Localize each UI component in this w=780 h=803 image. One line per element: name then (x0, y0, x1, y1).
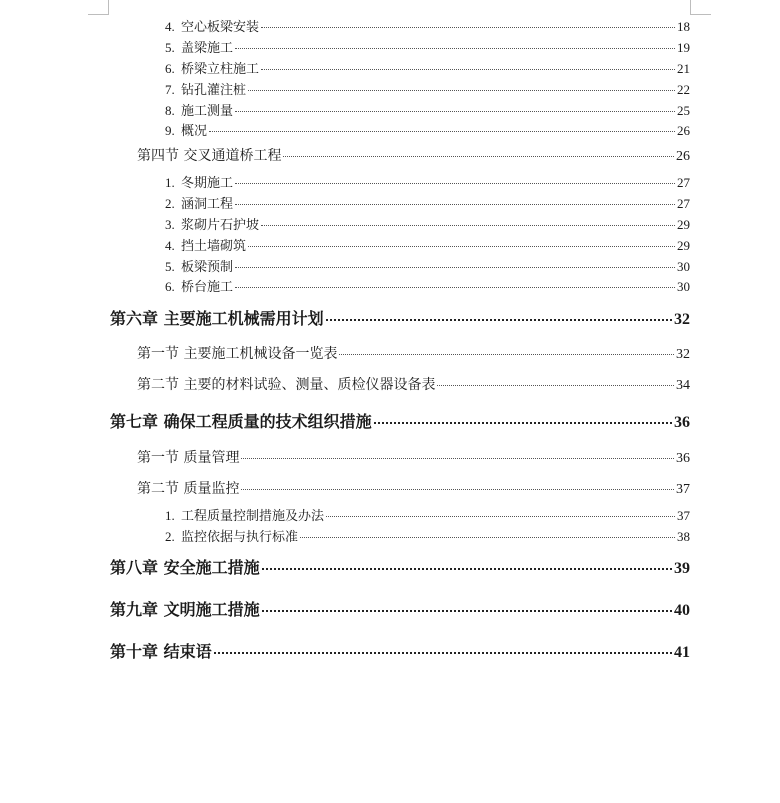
margin-mark-top-right (690, 0, 711, 15)
dot-leader (235, 267, 675, 268)
toc-entry-number: 1. (165, 508, 175, 523)
toc-entry-number: 9. (165, 123, 175, 138)
dot-leader (283, 156, 674, 157)
toc-entry-title: 第二节 质量监控 (137, 481, 240, 497)
toc-entry-number: 7. (165, 82, 175, 97)
toc-entry-section[interactable] (137, 145, 690, 165)
margin-mark-top-left (88, 0, 109, 15)
toc-entry-title: 第二节 主要的材料试验、测量、质检仪器设备表 (137, 377, 436, 393)
toc-entry-section[interactable] (137, 374, 690, 394)
toc-entry-title: 挡土墙砌筑 (181, 239, 247, 254)
toc-entry-title: 涵洞工程 (181, 197, 234, 212)
toc-entry[interactable] (165, 16, 690, 35)
toc-page-number: 29 (677, 238, 690, 253)
toc-entry-number: 2. (165, 529, 175, 544)
toc-entry[interactable] (165, 214, 690, 233)
toc-page-number: 37 (676, 482, 690, 497)
toc-page-number: 41 (674, 644, 690, 661)
toc-page-number: 21 (677, 61, 690, 76)
toc-entry-title: 概况 (181, 124, 208, 139)
dot-leader (248, 246, 675, 247)
toc-entry[interactable] (165, 172, 690, 191)
toc-entry-number: 1. (165, 175, 175, 190)
dot-leader (262, 610, 672, 612)
dot-leader (261, 27, 675, 28)
toc-entry[interactable] (165, 256, 690, 275)
toc-entry-title: 第十章 结束语 (110, 642, 212, 661)
toc-page-number: 25 (677, 103, 690, 118)
toc-entry-title: 钻孔灌注桩 (181, 83, 247, 98)
toc-page-number: 22 (677, 82, 690, 97)
toc-entry-title: 盖梁施工 (181, 41, 234, 56)
toc-entry[interactable] (165, 120, 690, 139)
toc-entry-section[interactable] (137, 447, 690, 467)
dot-leader (235, 287, 675, 288)
toc-entry-title: 第四节 交叉通道桥工程 (137, 148, 282, 164)
toc-entry-title: 板梁预制 (181, 260, 234, 275)
dot-leader (437, 385, 674, 386)
toc-entry-title: 第六章 主要施工机械需用计划 (110, 309, 324, 328)
toc-entry-title: 工程质量控制措施及办法 (181, 509, 325, 524)
toc-entry-title: 桥梁立柱施工 (181, 62, 260, 77)
toc-entry-number: 4. (165, 19, 175, 34)
toc-page-number: 38 (677, 529, 690, 544)
toc-entry-title: 第七章 确保工程质量的技术组织措施 (110, 412, 372, 431)
toc-entry[interactable] (165, 79, 690, 98)
toc-page-number: 34 (676, 378, 690, 393)
toc-entry-number: 5. (165, 259, 175, 274)
toc-entry-title: 第一节 主要施工机械设备一览表 (137, 346, 338, 362)
toc-entry-number: 4. (165, 238, 175, 253)
dot-leader (235, 183, 675, 184)
toc-page-number: 27 (677, 175, 690, 190)
toc-entry[interactable] (165, 276, 690, 295)
toc-entry-section[interactable] (137, 478, 690, 498)
toc-entry-chapter[interactable] (110, 597, 690, 620)
toc-entry-title: 施工测量 (181, 104, 234, 119)
toc-entry-title: 监控依据与执行标准 (181, 530, 299, 545)
toc-entry-title: 桥台施工 (181, 280, 234, 295)
dot-leader (374, 422, 672, 424)
toc-entry-title: 浆砌片石护坡 (181, 218, 260, 233)
toc-entry[interactable] (165, 193, 690, 212)
dot-leader (214, 652, 672, 654)
toc-entry[interactable] (165, 37, 690, 56)
dot-leader (241, 489, 674, 490)
toc-page-number: 39 (674, 560, 690, 577)
dot-leader (261, 225, 675, 226)
toc-page-number: 40 (674, 602, 690, 619)
toc-entry-number: 6. (165, 61, 175, 76)
toc-entry[interactable] (165, 526, 690, 545)
toc-entry-number: 5. (165, 40, 175, 55)
toc-entry-number: 6. (165, 279, 175, 294)
toc-page-number: 26 (677, 123, 690, 138)
toc-entry[interactable] (165, 100, 690, 119)
toc-entry-title: 第一节 质量管理 (137, 450, 240, 466)
toc-page-number: 32 (676, 347, 690, 362)
toc-entry-chapter[interactable] (110, 639, 690, 662)
dot-leader (209, 131, 675, 132)
dot-leader (235, 111, 675, 112)
toc-entry-chapter[interactable] (110, 306, 690, 329)
toc-entry[interactable] (165, 58, 690, 77)
toc-page-number: 29 (677, 217, 690, 232)
toc-entry-number: 2. (165, 196, 175, 211)
toc-page-number: 30 (677, 279, 690, 294)
toc-entry-title: 第八章 安全施工措施 (110, 558, 260, 577)
dot-leader (241, 458, 674, 459)
dot-leader (261, 69, 675, 70)
toc-page-number: 30 (677, 259, 690, 274)
toc-page-number: 36 (676, 451, 690, 466)
toc-entry-number: 3. (165, 217, 175, 232)
toc-page-number: 36 (674, 414, 690, 431)
toc-entry-section[interactable] (137, 343, 690, 363)
toc-page-number: 26 (676, 149, 690, 164)
dot-leader (339, 354, 674, 355)
toc-entry-number: 8. (165, 103, 175, 118)
toc-entry-title: 第九章 文明施工措施 (110, 600, 260, 619)
dot-leader (235, 48, 675, 49)
toc-entry-title: 空心板梁安装 (181, 20, 260, 35)
dot-leader (326, 516, 675, 517)
dot-leader (326, 319, 672, 321)
dot-leader (235, 204, 675, 205)
toc-page-number: 32 (674, 311, 690, 328)
dot-leader (248, 90, 675, 91)
toc-page-number: 27 (677, 196, 690, 211)
toc-entry-chapter[interactable] (110, 555, 690, 578)
dot-leader (262, 568, 672, 570)
toc-page-number: 18 (677, 19, 690, 34)
toc-entry[interactable] (165, 505, 690, 524)
toc-entry[interactable] (165, 235, 690, 254)
toc-page-number: 19 (677, 40, 690, 55)
toc-entry-title: 冬期施工 (181, 176, 234, 191)
dot-leader (300, 537, 675, 538)
toc-entry-chapter[interactable] (110, 409, 690, 432)
toc-page-number: 37 (677, 508, 690, 523)
